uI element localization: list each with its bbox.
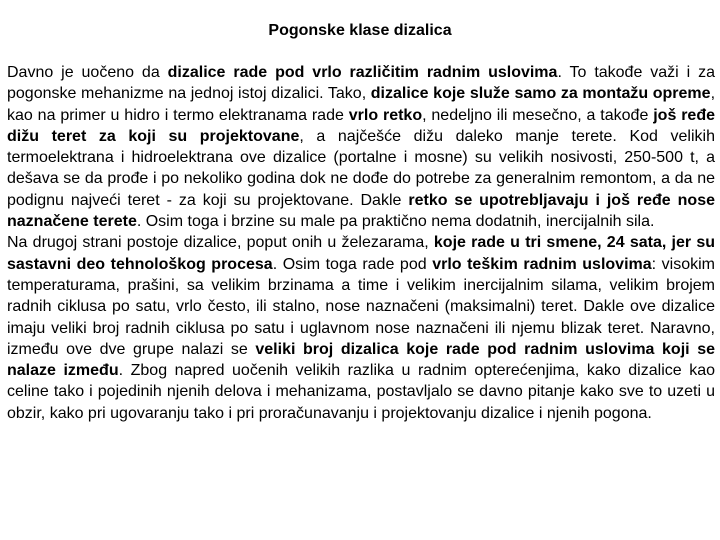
paragraph [7,232,715,424]
bold-text-segment: dizalice koje služe samo za montažu opreme [370,85,711,103]
text-segment: . Zbog napred uočenih velikih razlika u radnim opterećenjima, kako dizalice kao celine tako i pojedinih njenih delova i mehanizama, postavljalo se davno pitanje kako sve to uzeti u obzir, kako pri ugovaranju tako i pri proračunavanju i projektovanju dizalice i njenih pogona. [7,362,716,422]
text-segment: , a najčešće dižu daleko manje terete. Kod velikih termoelektrana i hidroelektrana ove dizalice (portalne i mosne) su velikih nosivosti, 250-500 t, a dešava se da prođe i po nekoliko godina dok ne dođe do potrebe za generalnim remontom, a da ne podignu najveći teret - za koji su projektovane. Dakle [7,127,715,209]
text-segment: , nedeljno ili mesečno, a takođe [422,106,654,124]
bold-text-segment: vrlo retko [348,106,423,124]
bold-text-segment: koje rade u tri smene, 24 sata, jer su sastavni deo tehnološkog procesa [7,234,716,273]
text-segment: , kao na primer u hidro i termo elektranama rade [7,85,716,124]
bold-text-segment: retko se upotrebljavaju i još ređe nose naznačene terete [7,191,715,231]
paragraph [7,62,715,232]
text-segment: : visokim temperaturama, prašini, sa velikim brzinama a time i velikim inercijalnim silama, velikim brojem radnih ciklusa po satu, vrlo često, ili stalno, nose naznačeni (maksimalni) teret. Dakle ove dizalice imaju veliki broj radnih ciklusa po satu i uglavnom nose naznačeni ili njemu blizak teret. Naravno, između ove dve grupe nalazi se [7,255,716,358]
text-segment: . To takođe važi i za pogonske mehanizme na jednoj istoj dizalici. Tako, [7,64,715,103]
bold-text-segment: dizalice rade pod vrlo različitim radnim uslovima [167,64,558,81]
text-segment: . Osim toga i brzine su male pa praktično nema dodatnih, inercijalnih sila. [136,213,655,231]
slide-body [7,62,715,424]
text-segment: . Osim toga rade pod [272,255,433,273]
text-segment: Na drugoj strani postoje dizalice, poput onih u železarama, [7,234,434,252]
bold-text-segment: veliki broj dizalica koje rade pod radnim uslovima koji se nalaze između [7,340,715,380]
slide-title: Pogonske klase dizalica [268,22,452,39]
text-segment: Davno je uočeno da [7,64,168,81]
bold-text-segment: vrlo teškim radnim uslovima [432,255,652,273]
bold-text-segment: još ređe dižu teret za koji su projektovane [7,106,716,145]
